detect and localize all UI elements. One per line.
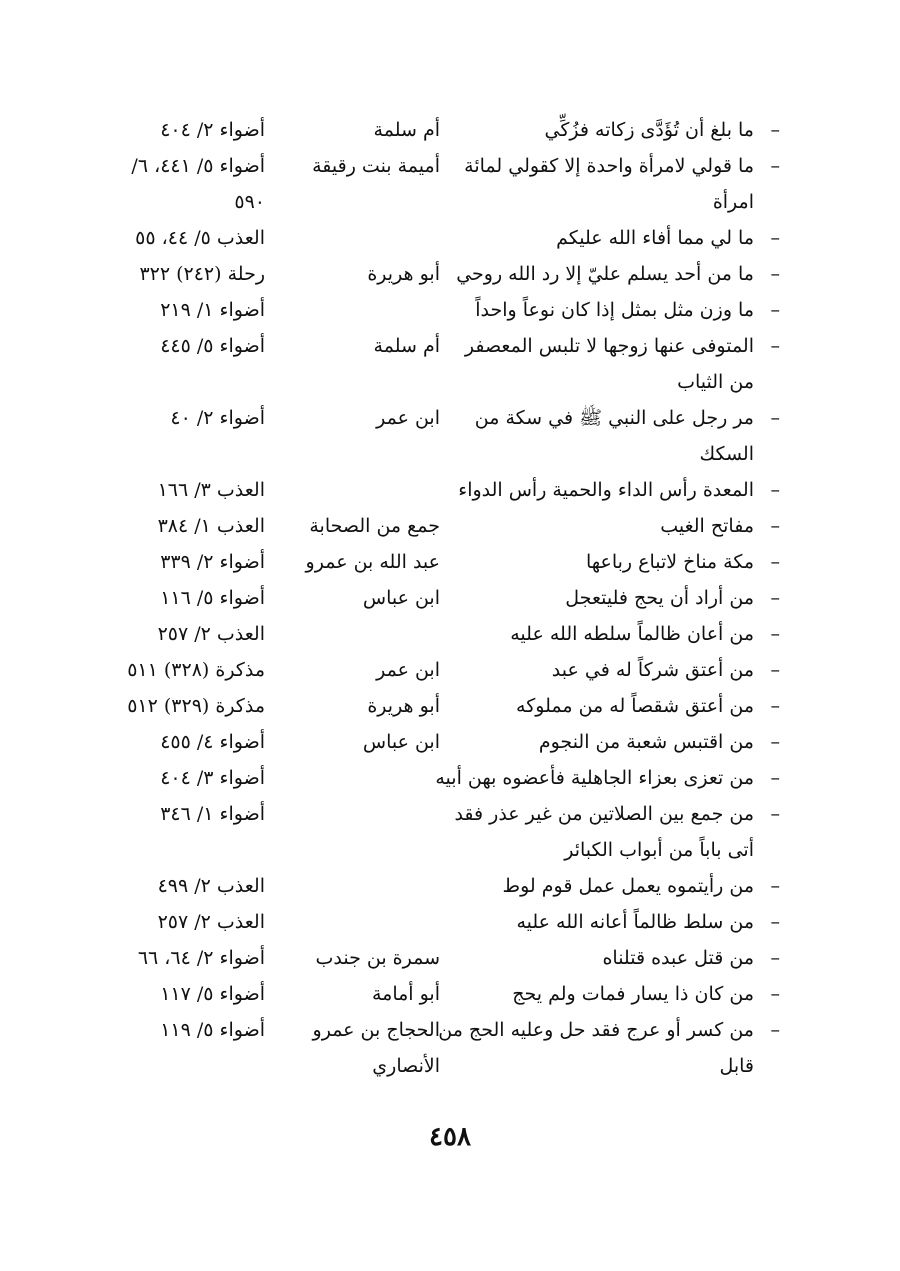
entry-continuation: السكك	[699, 443, 754, 465]
entry-source: العذب ٢/ ٢٥٧	[157, 911, 265, 933]
entry-source: أضواء ١/ ٣٤٦	[160, 803, 265, 825]
index-entry	[118, 328, 780, 400]
bullet-dash: –	[770, 407, 780, 429]
entry-source: مذكرة (٣٢٨) ٥١١	[127, 659, 265, 681]
entry-source: أضواء ٣/ ٤٠٤	[160, 767, 265, 789]
bullet-dash: –	[770, 623, 780, 645]
entry-source: أضواء ٢/ ٤٠	[170, 407, 265, 429]
entry-narrator: ابن عباس	[362, 731, 440, 753]
bullet-dash: –	[770, 911, 780, 933]
index-entry	[118, 760, 780, 796]
hadith-index-list	[118, 112, 780, 1084]
bullet-dash: –	[770, 263, 780, 285]
entry-narrator: ابن عمر	[376, 659, 440, 681]
entry-source: العذب ١/ ٣٨٤	[157, 515, 265, 537]
entry-continuation: قابل	[719, 1055, 754, 1077]
bullet-dash: –	[770, 803, 780, 825]
entry-text: من سلط ظالماً أعانه الله عليه	[516, 911, 754, 933]
entry-text: من كسر أو عرج فقد حل وعليه الحج من	[438, 1019, 754, 1041]
entry-source: العذب ٢/ ٢٥٧	[157, 623, 265, 645]
page-number: ٤٥٨	[429, 1122, 471, 1152]
entry-text: مر رجل على النبي ﷺ في سكة من	[474, 407, 754, 429]
entry-narrator: سمرة بن جندب	[315, 947, 440, 969]
index-entry	[118, 904, 780, 940]
index-entry	[118, 796, 780, 868]
entry-text: المعدة رأس الداء والحمية رأس الدواء	[458, 479, 754, 501]
index-entry	[118, 976, 780, 1012]
entry-text: من أراد أن يحج فليتعجل	[565, 587, 754, 609]
index-entry	[118, 1012, 780, 1084]
bullet-dash: –	[770, 659, 780, 681]
entry-narrator: أم سلمة	[373, 119, 440, 141]
entry-text: المتوفى عنها زوجها لا تلبس المعصفر	[464, 335, 754, 357]
entry-narrator: أم سلمة	[373, 335, 440, 357]
bullet-dash: –	[770, 155, 780, 177]
entry-text: مفاتح الغيب	[660, 515, 754, 537]
entry-continuation: من الثياب	[677, 371, 754, 393]
index-entry	[118, 292, 780, 328]
index-entry	[118, 940, 780, 976]
entry-source: العذب ٥/ ٤٤، ٥٥	[135, 227, 265, 249]
entry-text: ما من أحد يسلم عليّ إلا رد الله روحي	[456, 263, 754, 285]
bullet-dash: –	[770, 731, 780, 753]
entry-continuation: أتى باباً من أبواب الكبائر	[564, 839, 754, 861]
entry-text: من أعتق شركاً له في عبد	[551, 659, 754, 681]
bullet-dash: –	[770, 119, 780, 141]
index-entry	[118, 112, 780, 148]
entry-narrator: أميمة بنت رقيقة	[312, 155, 440, 177]
entry-narrator: الحجاج بن عمرو	[312, 1019, 440, 1041]
bullet-dash: –	[770, 515, 780, 537]
entry-text: من جمع بين الصلاتين من غير عذر فقد	[454, 803, 754, 825]
bullet-dash: –	[770, 299, 780, 321]
entry-narrator	[265, 472, 440, 508]
index-entry	[118, 616, 780, 652]
entry-source: أضواء ١/ ٢١٩	[160, 299, 265, 321]
entry-source: أضواء ٥/ ٤٤٥	[160, 335, 265, 357]
entry-source-continuation: ٥٩٠	[234, 191, 265, 213]
entry-source: أضواء ٢/ ٦٤، ٦٦	[137, 947, 265, 969]
entry-source: أضواء ٤/ ٤٥٥	[160, 731, 265, 753]
entry-narrator: أبو هريرة	[367, 695, 440, 717]
entry-source: أضواء ٢/ ٣٣٩	[160, 551, 265, 573]
entry-source: أضواء ٥/ ١١٦	[160, 587, 265, 609]
entry-source: أضواء ٥/ ١١٩	[160, 1019, 265, 1041]
index-entry	[118, 652, 780, 688]
index-entry	[118, 256, 780, 292]
entry-narrator	[265, 868, 440, 904]
index-entry	[118, 472, 780, 508]
entry-narrator: ابن عباس	[362, 587, 440, 609]
entry-narrator	[265, 796, 440, 832]
entry-text: من أعان ظالماً سلطه الله عليه	[510, 623, 754, 645]
bullet-dash: –	[770, 983, 780, 1005]
entry-source: رحلة (٢٤٢) ٣٢٢	[139, 263, 265, 285]
index-entry	[118, 508, 780, 544]
index-entry	[118, 148, 780, 220]
entry-narrator: أبو أمامة	[371, 983, 440, 1005]
bullet-dash: –	[770, 695, 780, 717]
entry-source: أضواء ٢/ ٤٠٤	[160, 119, 265, 141]
entry-text: ما قولي لامرأة واحدة إلا كقولي لمائة	[464, 155, 754, 177]
bullet-dash: –	[770, 947, 780, 969]
entry-narrator: أبو هريرة	[367, 263, 440, 285]
entry-narrator: عبد الله بن عمرو	[305, 551, 440, 573]
bullet-dash: –	[770, 227, 780, 249]
bullet-dash: –	[770, 875, 780, 897]
index-entry	[118, 220, 780, 256]
bullet-dash: –	[770, 335, 780, 357]
entry-text: من اقتبس شعبة من النجوم	[538, 731, 754, 753]
entry-text: من تعزى بعزاء الجاهلية فأعضوه بهن أبيه	[435, 767, 754, 789]
entry-source: أضواء ٥/ ٤٤١، ٦/	[131, 155, 265, 177]
entry-narrator-continuation: الأنصاري	[372, 1055, 440, 1077]
entry-narrator: جمع من الصحابة	[309, 515, 440, 537]
index-entry	[118, 868, 780, 904]
entry-text: ما لي مما أفاء الله عليكم	[556, 227, 754, 249]
entry-continuation: امرأة	[712, 191, 754, 213]
entry-narrator	[265, 616, 440, 652]
bullet-dash: –	[770, 479, 780, 501]
entry-text: من أعتق شقصاً له من مملوكه	[516, 695, 754, 717]
entry-text: من رأيتموه يعمل عمل قوم لوط	[502, 875, 754, 897]
entry-source: أضواء ٥/ ١١٧	[160, 983, 265, 1005]
index-entry	[118, 580, 780, 616]
entry-narrator: ابن عمر	[376, 407, 440, 429]
bullet-dash: –	[770, 1019, 780, 1041]
index-entry	[118, 400, 780, 472]
entry-source: العذب ٢/ ٤٩٩	[157, 875, 265, 897]
entry-text: من قتل عبده قتلناه	[602, 947, 754, 969]
index-entry	[118, 544, 780, 580]
entry-narrator	[265, 760, 440, 796]
entry-text: مكة مناخ لاتباع رباعها	[585, 551, 754, 573]
bullet-dash: –	[770, 767, 780, 789]
entry-text: ما بلغ أن تُؤَدَّى زكاته فزُكِّي	[544, 119, 754, 141]
entry-narrator	[265, 292, 440, 328]
bullet-dash: –	[770, 551, 780, 573]
entry-text: من كان ذا يسار فمات ولم يحج	[512, 983, 754, 1005]
entry-text: ما وزن مثل بمثل إذا كان نوعاً واحداً	[475, 299, 754, 321]
entry-narrator	[265, 904, 440, 940]
entry-narrator	[265, 220, 440, 256]
index-entry	[118, 724, 780, 760]
bullet-dash: –	[770, 587, 780, 609]
entry-source: مذكرة (٣٢٩) ٥١٢	[127, 695, 265, 717]
index-entry	[118, 688, 780, 724]
entry-source: العذب ٣/ ١٦٦	[157, 479, 265, 501]
